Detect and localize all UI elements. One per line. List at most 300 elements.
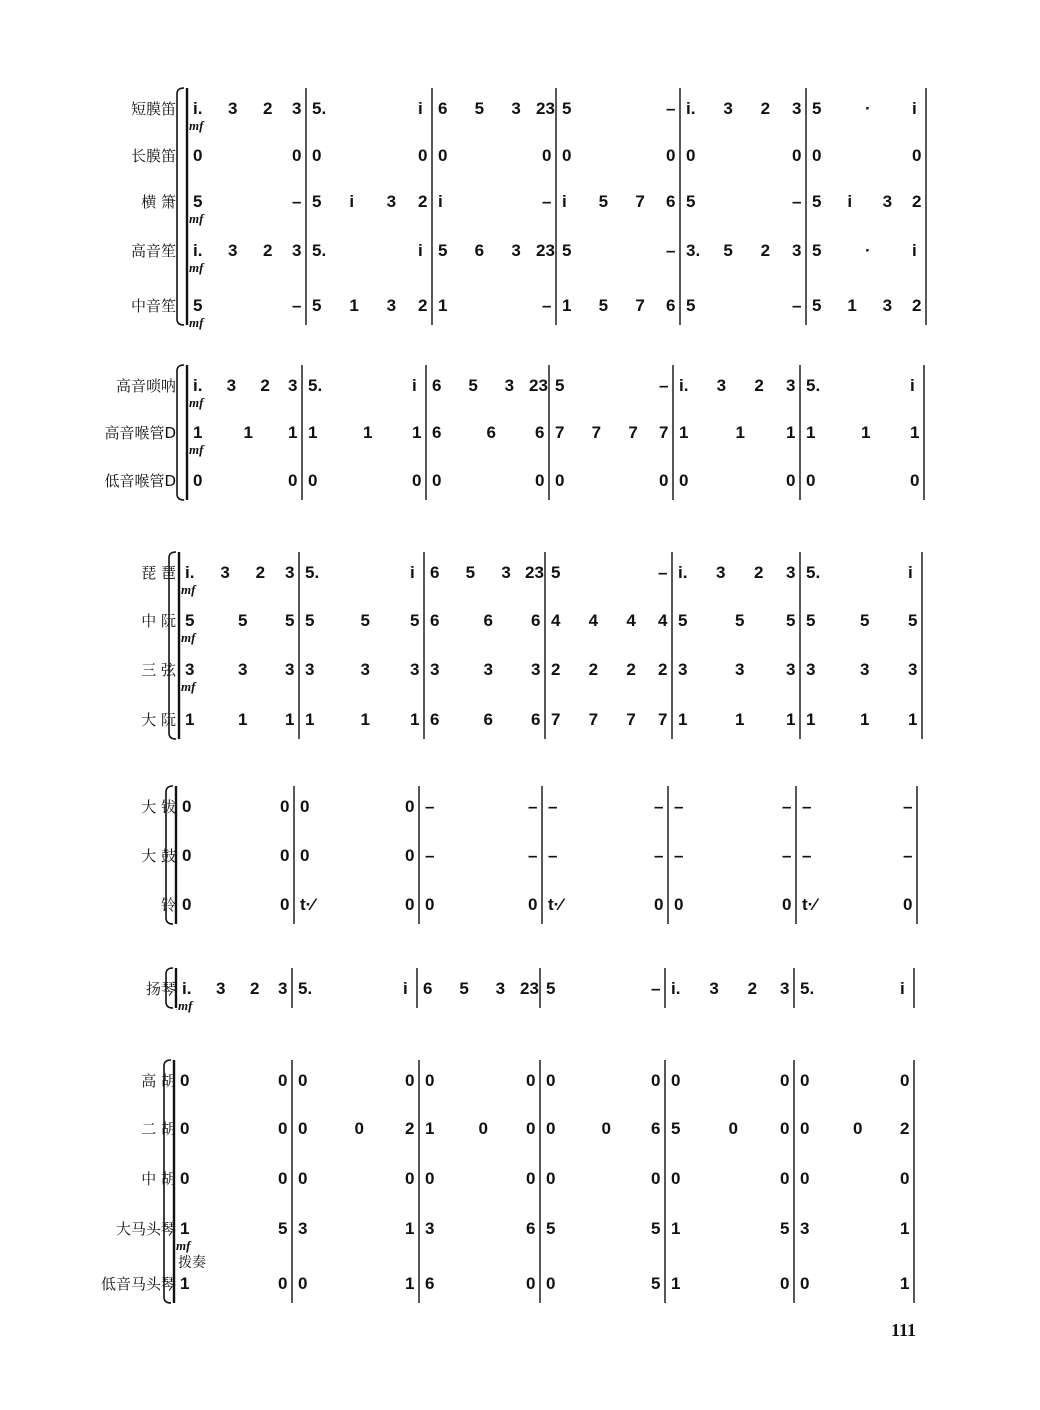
note: i [912,241,917,260]
note: 2 [760,99,771,118]
note: 5 [723,241,733,260]
instrument-label: 二 胡 [141,1120,176,1138]
note: 5 [465,563,476,582]
note: 0 [288,471,298,490]
note: 5 [459,979,469,998]
note: 5 [468,376,478,395]
note: 3 [504,376,515,395]
note: 0 [405,797,415,816]
note: 1 [180,1219,190,1238]
note: 3 [386,192,397,211]
system-brace [177,365,184,500]
note: 3 [786,563,796,582]
note: 0 [671,1071,681,1090]
note: 3 [292,241,302,260]
note: 5 [686,192,696,211]
note: 3 [786,376,796,395]
note: 0 [903,895,913,914]
note: 0 [425,1169,435,1188]
note: 5 [193,296,203,315]
note: 1 [243,423,253,442]
note: 23 [529,376,548,395]
note: 0 [405,1071,415,1090]
note: 0 [782,895,792,914]
note: 1 [410,710,420,729]
note: 2 [588,660,599,679]
note: 5 [812,296,822,315]
note: – [802,846,812,865]
note: 6 [432,376,442,395]
note: 2 [263,99,273,118]
dynamic-mark: mf [181,630,196,645]
note: 1 [735,710,745,729]
note: 2 [747,979,758,998]
note: 1 [288,423,298,442]
note: 2 [760,241,771,260]
note: 5 [360,611,370,630]
note: 3 [792,99,802,118]
note: – [528,797,538,816]
note: t·⁄ [300,895,315,914]
note: – [903,797,913,816]
note: 0 [800,1274,810,1293]
note: 4 [658,611,668,630]
note: 7 [555,423,565,442]
note: 0 [526,1169,536,1188]
dynamic-mark: mf [189,211,204,226]
note: 5 [671,1119,681,1138]
note: – [654,846,664,865]
note: 1 [405,1274,415,1293]
note: 5 [678,611,688,630]
instrument-label: 扬琴 [145,980,176,998]
dynamic-mark: mf [181,679,196,694]
note: 4 [551,611,561,630]
note: 5. [312,241,327,260]
note: 3. [686,241,701,260]
note: 3 [723,99,733,118]
note: – [542,192,552,211]
note: – [792,296,802,315]
note: 5 [238,611,248,630]
note: – [651,979,661,998]
note: 3 [511,241,521,260]
note: 0 [193,146,203,165]
note: 4 [626,611,636,630]
note: 23 [536,99,555,118]
note: 3 [305,660,315,679]
note: 5 [780,1219,790,1238]
note: 0 [800,1169,810,1188]
note: 5 [555,376,565,395]
note: 7 [635,192,645,211]
note: 2 [250,979,260,998]
note: 1 [735,423,745,442]
note: 0 [792,146,802,165]
note: 6 [531,611,541,630]
note: 3 [882,296,893,315]
dynamic-mark: mf [189,395,204,410]
note: – [292,296,302,315]
note: i [410,563,415,582]
note: i [438,192,443,211]
note: i. [679,376,689,395]
note: 5 [735,611,745,630]
note: 1 [671,1219,681,1238]
instrument-label: 中 阮 [141,612,176,630]
note: 0 [651,1071,661,1090]
instrument-label: 横 箫 [141,193,176,211]
note: 0 [679,471,689,490]
note: 1 [305,710,315,729]
note: 5 [305,611,315,630]
instrument-label: 中 胡 [141,1170,176,1188]
note: 0 [546,1169,556,1188]
note: 3 [285,660,295,679]
note: 6 [430,563,440,582]
note: 0 [562,146,572,165]
note: t·⁄ [802,895,817,914]
note: 5 [185,611,195,630]
note: 0 [780,1169,790,1188]
note: 6 [474,241,485,260]
note: 1 [910,423,920,442]
note: 1 [786,710,796,729]
note: · [865,99,871,118]
note: 7 [588,710,599,729]
note: 1 [562,296,572,315]
note: i [349,192,355,211]
note: 2 [263,241,273,260]
note: 2 [418,192,428,211]
note: 1 [360,710,370,729]
note: 2 [658,660,668,679]
note: 5 [686,296,696,315]
instrument-label: 三 弦 [141,661,176,679]
note: 2 [405,1119,415,1138]
note: 5 [651,1274,661,1293]
note: 1 [806,423,816,442]
note: 0 [780,1119,790,1138]
note: 0 [651,1169,661,1188]
note: 5 [812,241,822,260]
note: 3 [678,660,688,679]
note: 1 [185,710,195,729]
note: 0 [405,895,415,914]
note: 3 [908,660,918,679]
note: 3 [716,376,727,395]
instrument-label: 琵 琶 [141,564,176,582]
note: 3 [735,660,745,679]
note: 1 [678,710,688,729]
note: 5 [812,99,822,118]
note: 0 [425,895,435,914]
note: 3 [288,376,298,395]
note: · [865,241,871,260]
note: 0 [800,1071,810,1090]
note: i. [193,241,203,260]
note: 6 [430,710,440,729]
instrument-label: 大 钹 [141,798,176,816]
note: 5. [806,376,821,395]
note: 3 [511,99,521,118]
note: 1 [671,1274,681,1293]
note: 7 [551,710,561,729]
note: 0 [312,146,322,165]
note: 6 [651,1119,661,1138]
instrument-label: 短膜笛 [130,100,176,118]
note: 7 [626,710,636,729]
note: 7 [628,423,638,442]
dynamic-mark: mf [189,315,204,330]
note: 0 [853,1119,863,1138]
note: i. [193,99,203,118]
note: 0 [412,471,422,490]
note: 2 [626,660,636,679]
note: 0 [298,1169,308,1188]
note: 3 [410,660,420,679]
note: 23 [536,241,555,260]
note: 0 [478,1119,488,1138]
note: 1 [900,1274,910,1293]
note: i. [193,376,203,395]
note: 0 [546,1274,556,1293]
note: 0 [910,471,920,490]
note: 3 [860,660,870,679]
note: – [548,846,558,865]
note: 5 [193,192,203,211]
note: 0 [812,146,822,165]
note: i [908,563,913,582]
note: – [674,797,684,816]
note: 0 [300,797,310,816]
note: 0 [546,1119,556,1138]
note: i. [182,979,192,998]
note: 3 [792,241,802,260]
note: 0 [425,1071,435,1090]
note: 0 [780,1071,790,1090]
note: 0 [780,1274,790,1293]
note: i. [671,979,681,998]
note: 6 [423,979,433,998]
note: 5 [312,192,322,211]
note: – [903,846,913,865]
note: 5 [278,1219,288,1238]
note: 0 [526,1071,536,1090]
technique-mark: 拨奏 [178,1255,206,1271]
note: 0 [278,1119,288,1138]
note: 2 [255,563,266,582]
note: 3 [360,660,370,679]
note: 0 [674,895,684,914]
note: i [847,192,853,211]
note: 1 [193,423,203,442]
instrument-label: 中音笙 [130,297,176,315]
note: 1 [861,423,871,442]
note: 3 [531,660,541,679]
note: 3 [425,1219,435,1238]
instrument-label: 高 胡 [141,1072,176,1090]
note: 0 [686,146,696,165]
note: 3 [228,241,238,260]
note: 0 [308,471,318,490]
note: 0 [292,146,302,165]
note: 5. [305,563,320,582]
note: 0 [800,1119,810,1138]
dynamic-mark: mf [189,260,204,275]
note: 3 [483,660,493,679]
note: 1 [285,710,295,729]
note: 3 [780,979,790,998]
note: 3 [220,563,230,582]
note: 5 [285,611,295,630]
note: – [782,797,792,816]
note: 3 [285,563,295,582]
note: 5 [806,611,816,630]
note: 2 [912,192,922,211]
note: 6 [486,423,496,442]
instrument-label: 高音笙 [130,242,176,260]
note: 2 [912,296,922,315]
note: 5 [812,192,822,211]
note: 0 [298,1119,308,1138]
instrument-label: 大马头琴 [115,1220,176,1238]
note: 6 [535,423,545,442]
note: i [910,376,915,395]
note: 0 [555,471,565,490]
note: i [912,99,917,118]
note: 0 [438,146,448,165]
note: 3 [292,99,302,118]
note: 6 [483,611,493,630]
note: 1 [308,423,318,442]
note: i [418,241,423,260]
note: 5 [312,296,322,315]
note: 3 [278,979,288,998]
note: 0 [535,471,545,490]
note: 0 [405,846,415,865]
note: 0 [280,846,290,865]
note: 0 [526,1274,536,1293]
note: 0 [280,895,290,914]
note: 3 [298,1219,308,1238]
note: 3 [501,563,511,582]
note: – [666,241,676,260]
note: 4 [588,611,599,630]
note: 6 [425,1274,435,1293]
note: 7 [635,296,645,315]
note: 5 [474,99,485,118]
note: 6 [666,296,676,315]
note: 0 [912,146,922,165]
dynamic-mark: mf [178,998,193,1013]
note: i [403,979,408,998]
note: – [425,797,435,816]
note: 0 [298,1274,308,1293]
note: 0 [278,1071,288,1090]
note: 1 [238,710,248,729]
note: 0 [180,1119,190,1138]
instrument-label: 大 鼓 [141,847,176,865]
note: – [542,296,552,315]
note: 3 [806,660,816,679]
note: 5. [806,563,821,582]
note: 1 [806,710,816,729]
note: 5 [551,563,561,582]
note: – [658,563,668,582]
note: 3 [430,660,440,679]
note: 3 [226,376,237,395]
dynamic-mark: mf [189,118,204,133]
note: 6 [430,611,440,630]
note: 0 [180,1169,190,1188]
note: 3 [228,99,238,118]
note: 3 [786,660,796,679]
note: 5. [800,979,815,998]
instrument-label: 高音唢呐 [115,377,176,395]
note: 1 [405,1219,415,1238]
note: 1 [786,423,796,442]
note: 5 [546,979,556,998]
note: 1 [349,296,359,315]
dynamic-mark: mf [189,442,204,457]
note: 1 [180,1274,190,1293]
instrument-label: 低音马头琴 [100,1275,176,1293]
note: i [412,376,417,395]
page-number: 111 [890,1320,916,1340]
note: 0 [654,895,664,914]
note: 1 [679,423,689,442]
instrument-label: 长膜笛 [130,147,176,165]
note: 3 [185,660,195,679]
note: t·⁄ [548,895,563,914]
note: i. [185,563,195,582]
note: 5 [410,611,420,630]
note: 0 [405,1169,415,1188]
note: 3 [216,979,226,998]
system-brace [177,88,184,325]
note: i. [686,99,696,118]
dynamic-mark: mf [181,582,196,597]
note: 5 [598,192,609,211]
note: 5. [308,376,323,395]
note: 0 [659,471,669,490]
note: i [900,979,905,998]
note: 5 [651,1219,661,1238]
note: 0 [546,1071,556,1090]
note: 3 [238,660,248,679]
note: 2 [754,376,764,395]
note: 0 [601,1119,611,1138]
note: 1 [900,1219,910,1238]
note: 5. [312,99,327,118]
note: 7 [659,423,669,442]
note: 0 [182,895,192,914]
instrument-label: 低音喉管D [104,472,176,490]
note: 0 [806,471,816,490]
note: 6 [531,710,541,729]
instrument-label: 铃 [160,896,176,914]
note: 0 [193,471,203,490]
note: 1 [412,423,422,442]
note: 0 [671,1169,681,1188]
note: 0 [278,1169,288,1188]
note: – [659,376,669,395]
note: 5 [562,241,572,260]
note: 0 [432,471,442,490]
note: 5 [546,1219,556,1238]
note: – [792,192,802,211]
